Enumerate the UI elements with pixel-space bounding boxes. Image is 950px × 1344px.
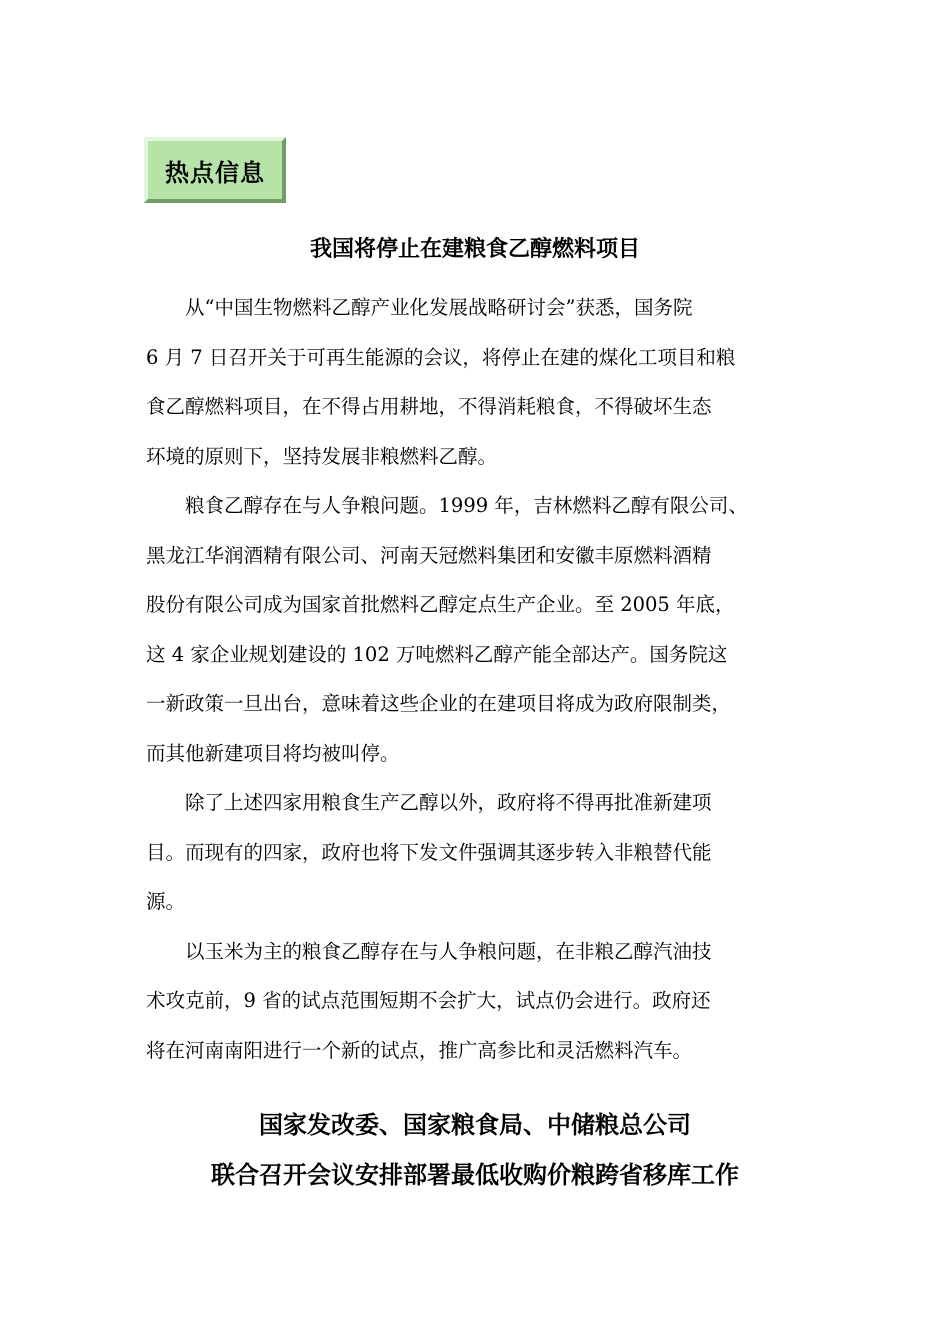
paragraph-2 [146,481,826,778]
paragraph-4 [146,927,826,1076]
text-line: 一新政策一旦出台，意味着这些企业的在建项目将成为政府限制类， [146,692,732,715]
text-line: 将在河南南阳进行一个新的试点，推广高参比和灵活燃料汽车。 [146,1038,693,1062]
second-article-title-line-1: 国家发改委、国家粮食局、中储粮总公司 [259,1111,691,1139]
section-tag [144,137,286,203]
text-line: 而其他新建项目将均被叫停。 [146,741,400,765]
text-line: 粮食乙醇存在与人争粮问题。1999 年，吉林燃料乙醇有限公司、 [185,494,748,517]
paragraph-3 [146,778,826,927]
text-line: 源。 [146,890,186,913]
text-line: 术攻克前，9 省的试点范围短期不会扩大，试点仍会进行。政府还 [146,989,711,1012]
text-line: 目。而现有的四家，政府也将下发文件强调其逐步转入非粮替代能 [146,840,712,864]
text-line: 这 4 家企业规划建设的 102 万吨燃料乙醇产能全部达产。国务院这 [146,642,728,666]
section-tag-label: 热点信息 [165,158,265,187]
paragraph-1 [146,283,826,481]
text-line: 从“中国生物燃料乙醇产业化发展战略研讨会”获悉，国务院 [185,296,693,319]
text-line: 股份有限公司成为国家首批燃料乙醇定点生产企业。至 2005 年底， [146,593,735,616]
text-line: 环境的原则下，坚持发展非粮燃料乙醇。 [146,444,498,468]
text-line: 以玉米为主的粮食乙醇存在与人争粮问题，在非粮乙醇汽油技 [185,939,712,963]
text-line: 6 月 7 日召开关于可再生能源的会议，将停止在建的煤化工项目和粮 [146,345,736,369]
text-line: 黑龙江华润酒精有限公司、河南天冠燃料集团和安徽丰原燃料酒精 [146,543,712,567]
second-article-title-line-2: 联合召开会议安排部署最低收购价粮跨省移库工作 [211,1161,739,1189]
text-line: 除了上述四家用粮食生产乙醇以外，政府将不得再批准新建项 [185,791,712,814]
article-body [146,283,826,1075]
article-title: 我国将停止在建粮食乙醇燃料项目 [309,237,640,262]
text-line: 食乙醇燃料项目，在不得占用耕地，不得消耗粮食，不得破坏生态 [146,395,712,418]
